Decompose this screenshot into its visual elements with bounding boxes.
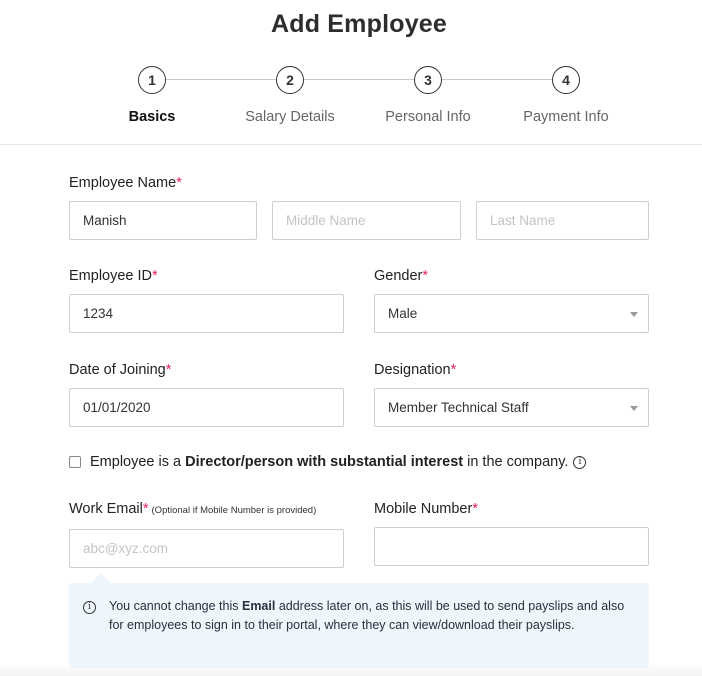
required-mark: * bbox=[422, 268, 429, 284]
info-icon: i bbox=[83, 601, 96, 614]
required-mark: * bbox=[165, 362, 172, 378]
email-notice bbox=[69, 583, 649, 668]
required-mark: * bbox=[450, 362, 457, 378]
step-label: Basics bbox=[128, 109, 176, 125]
progress-stepper bbox=[0, 66, 702, 136]
label-text: Work Email bbox=[69, 501, 143, 517]
notice-pointer bbox=[91, 573, 111, 583]
director-text-bold: Director/person with substantial interest bbox=[185, 454, 464, 470]
date-of-joining-input[interactable] bbox=[69, 388, 344, 427]
step-personal-info[interactable] bbox=[363, 66, 493, 125]
page-header bbox=[0, 0, 702, 145]
notice-text-bold: Email bbox=[241, 599, 276, 613]
label-text: Employee ID bbox=[69, 268, 153, 284]
gender-selected-value: Male bbox=[388, 306, 418, 321]
first-name-input[interactable] bbox=[69, 201, 257, 240]
date-of-joining-label bbox=[69, 362, 171, 378]
step-payment-info[interactable] bbox=[501, 66, 631, 125]
designation-selected-value: Member Technical Staff bbox=[388, 400, 529, 415]
scroll-fade bbox=[0, 664, 702, 676]
step-number: 1 bbox=[138, 66, 166, 94]
mobile-number-label bbox=[374, 501, 478, 517]
label-text: Mobile Number bbox=[374, 501, 473, 517]
mobile-number-input[interactable] bbox=[374, 527, 649, 566]
chevron-down-icon bbox=[630, 312, 638, 317]
employee-id-label bbox=[69, 268, 158, 284]
required-mark: * bbox=[152, 268, 158, 284]
employee-id-input[interactable] bbox=[69, 294, 344, 333]
last-name-input[interactable] bbox=[476, 201, 649, 240]
label-text: Employee Name bbox=[69, 175, 177, 191]
director-text-after: in the company. bbox=[463, 454, 569, 470]
label-text: Date of Joining bbox=[69, 362, 166, 378]
step-number: 4 bbox=[552, 66, 580, 94]
work-email-input[interactable] bbox=[69, 529, 344, 568]
step-number: 3 bbox=[414, 66, 442, 94]
designation-label bbox=[374, 362, 456, 378]
director-checkbox-row bbox=[69, 454, 586, 470]
required-mark: * bbox=[472, 501, 478, 517]
required-mark: * bbox=[176, 175, 182, 191]
step-basics[interactable] bbox=[87, 66, 217, 125]
step-salary-details[interactable] bbox=[225, 66, 355, 125]
gender-label bbox=[374, 268, 428, 284]
director-text-before: Employee is a bbox=[90, 454, 186, 470]
middle-name-input[interactable] bbox=[272, 201, 461, 240]
work-email-label bbox=[69, 501, 316, 517]
label-text: Designation bbox=[374, 362, 451, 378]
page-title: Add Employee bbox=[270, 10, 448, 38]
notice-text-after: address later on, as this will be used to send payslips and also for employees to sign in to their portal, where they can view/download their payslips. bbox=[109, 599, 625, 632]
required-mark: * bbox=[142, 501, 149, 517]
step-label: Salary Details bbox=[245, 109, 335, 125]
info-icon[interactable]: i bbox=[573, 456, 586, 469]
label-text: Gender bbox=[374, 268, 423, 284]
gender-select[interactable] bbox=[374, 294, 649, 333]
step-label: Payment Info bbox=[523, 109, 609, 125]
director-checkbox[interactable] bbox=[69, 456, 81, 468]
step-number: 2 bbox=[276, 66, 304, 94]
step-label: Personal Info bbox=[385, 109, 471, 125]
employee-name-label bbox=[69, 175, 182, 191]
chevron-down-icon bbox=[630, 406, 638, 411]
work-email-hint: (Optional if Mobile Number is provided) bbox=[151, 505, 317, 516]
notice-text-before: You cannot change this bbox=[109, 599, 242, 613]
designation-select[interactable] bbox=[374, 388, 649, 427]
